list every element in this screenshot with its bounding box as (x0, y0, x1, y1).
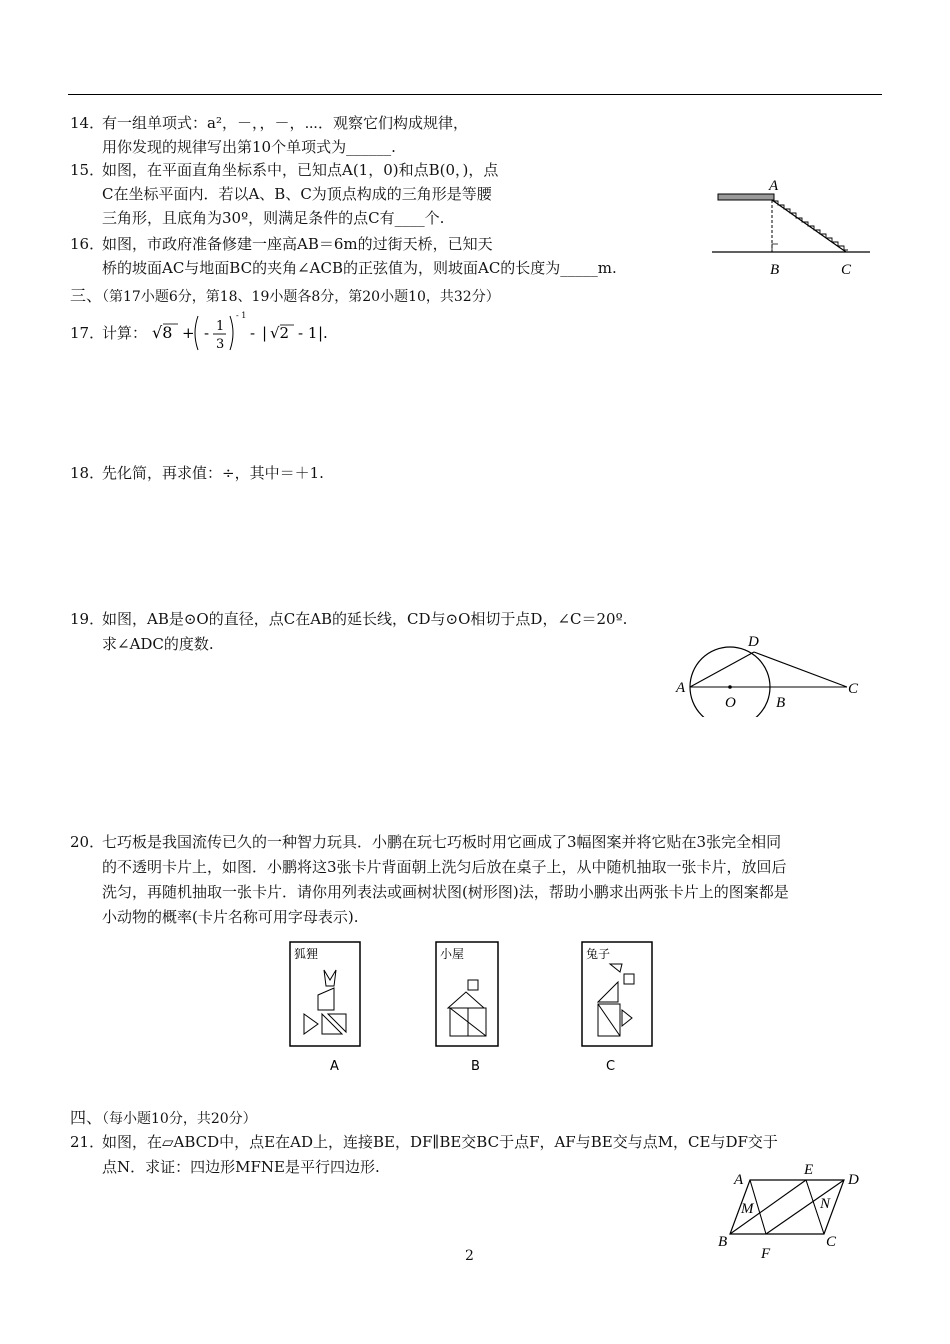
section-4-heading: 四、（每小题10分，共20分） (70, 1108, 257, 1127)
svg-text:-: - (250, 324, 256, 342)
card-c-label: C (606, 1059, 616, 1074)
fig21-label-f: F (761, 1246, 771, 1262)
fig21-label-b: B (718, 1234, 728, 1250)
svg-text:|: | (262, 324, 268, 342)
parallelogram-figure (714, 1160, 874, 1264)
bridge-figure (712, 176, 877, 286)
fig19-label-d: D (748, 634, 759, 650)
section-3-heading: 三、（第17小题6分，第18、19小题各8分，第20小题10，共32分） (70, 286, 500, 305)
q20-line3: 洗匀，再随机抽取一张卡片．请你用列表法或画树状图(树形图)法，帮助小鹏求出两张卡片上的图案都是 (102, 883, 789, 901)
q19-line2: 求∠ADC的度数. (102, 635, 214, 653)
svg-text:3: 3 (216, 337, 225, 352)
q15-line3: 三角形，且底角为30º，则满足条件的点C有____个. (102, 209, 445, 227)
svg-text:-: - (204, 324, 210, 342)
fig19-label-c: C (848, 681, 859, 697)
q18-line: 18．先化简，再求值：÷，其中＝＋1. (70, 464, 324, 482)
fig16-label-a: A (769, 178, 779, 194)
card-c-title: 兔子 (586, 947, 611, 961)
q16-line2: 桥的坡面AC与地面BC的夹角∠ACB的正弦值为，则坡面AC的长度为_____m. (102, 259, 617, 277)
card-b (434, 940, 509, 1075)
fig16-label-b: B (770, 262, 780, 278)
q21-line1: 21．如图，在▱ABCD中，点E在AD上，连接BE，DF∥BE交BC于点F，AF与BE交与点M，CE与DF交于 (70, 1133, 778, 1151)
q15-line2: C在坐标平面内．若以A、B、C为顶点构成的三角形是等腰 (102, 185, 492, 203)
q15-line1: 15．如图，在平面直角坐标系中，已知点A(1，0)和点B(0，)，点 (70, 161, 499, 179)
fig21-label-n: N (820, 1196, 831, 1212)
card-a-title: 狐狸 (294, 947, 319, 961)
svg-text:√2: √2 (270, 324, 290, 342)
q19-line1: 19．如图，AB是⊙O的直径，点C在AB的延长线，CD与⊙O相切于点D，∠C＝20º. (70, 610, 628, 628)
fig19-label-a: A (676, 680, 686, 696)
circle-tangent-figure (672, 632, 872, 717)
card-c (580, 940, 655, 1075)
fig21-label-c: C (826, 1234, 837, 1250)
svg-text:- 1: - 1 (236, 311, 247, 320)
fig19-label-b: B (776, 695, 786, 711)
header-rule (68, 94, 882, 95)
svg-text:- 1: - 1 (298, 324, 318, 342)
q21-line2: 点N．求证：四边形MFNE是平行四边形. (102, 1158, 380, 1176)
q20-line1: 20．七巧板是我国流传已久的一种智力玩具．小鹏在玩七巧板时用它画成了3幅图案并将它贴在3张完全相同 (70, 833, 782, 851)
card-b-title: 小屋 (440, 947, 465, 961)
q20-line4: 小动物的概率(卡片名称可用字母表示). (102, 908, 359, 926)
q17-line: 17．计算： (70, 324, 148, 342)
card-a-label: A (330, 1059, 339, 1074)
svg-text:+: + (182, 324, 195, 342)
fig19-label-o: O (725, 695, 736, 711)
card-b-label: B (471, 1059, 480, 1074)
svg-text:1: 1 (216, 319, 225, 334)
fig16-label-c: C (841, 262, 852, 278)
page-number: 2 (465, 1248, 474, 1264)
q17-expression (152, 310, 337, 356)
card-a (288, 940, 363, 1075)
q14-line2: 用你发现的规律写出第10个单项式为______. (102, 138, 396, 156)
q16-line1: 16．如图，市政府准备修建一座高AB＝6m的过街天桥，已知天 (70, 235, 493, 253)
fig21-label-a: A (734, 1172, 744, 1188)
q20-line2: 的不透明卡片上，如图．小鹏将这3张卡片背面朝上洗匀后放在桌子上，从中随机抽取一张卡片，放回后 (102, 858, 787, 876)
fig21-label-m: M (741, 1201, 754, 1217)
svg-text:|.: |. (318, 324, 328, 342)
svg-text:√8: √8 (152, 323, 173, 342)
fig21-label-e: E (804, 1162, 814, 1178)
fig21-label-d: D (848, 1172, 859, 1188)
q14-line1: 14．有一组单项式：a²，－，，－，⋯．观察它们构成规律， (70, 114, 468, 132)
